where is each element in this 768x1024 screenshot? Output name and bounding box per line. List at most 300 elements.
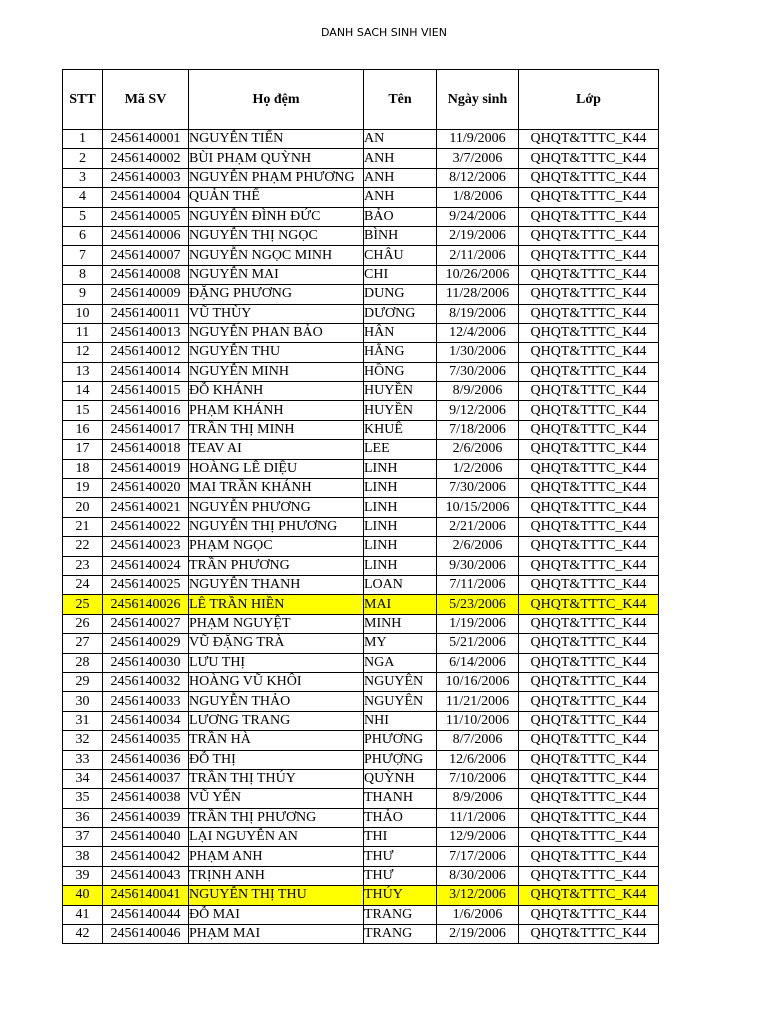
cell-ten: BÌNH [364,226,437,245]
cell-stt: 36 [63,808,103,827]
cell-stt: 34 [63,769,103,788]
header-row [63,70,659,130]
cell-ten: DƯƠNG [364,304,437,323]
cell-ten: THƯ [364,847,437,866]
cell-ho-dem: VŨ ĐẶNG TRÀ [189,634,364,653]
cell-ho-dem: TRẦN THỊ THÚY [189,769,364,788]
cell-ma-sv: 2456140034 [103,711,189,730]
table-row [63,362,659,381]
cell-stt: 7 [63,246,103,265]
cell-ma-sv: 2456140033 [103,692,189,711]
cell-lop: QHQT&TTTC_K44 [519,556,659,575]
cell-lop: QHQT&TTTC_K44 [519,149,659,168]
cell-ma-sv: 2456140015 [103,382,189,401]
cell-lop: QHQT&TTTC_K44 [519,265,659,284]
cell-ngay-sinh: 1/2/2006 [437,459,519,478]
cell-ngay-sinh: 10/16/2006 [437,672,519,691]
table-row [63,285,659,304]
table-row [63,653,659,672]
cell-stt: 22 [63,537,103,556]
table-row [63,847,659,866]
cell-ten: NGUYÊN [364,692,437,711]
cell-lop: QHQT&TTTC_K44 [519,808,659,827]
cell-ngay-sinh: 8/12/2006 [437,168,519,187]
cell-lop: QHQT&TTTC_K44 [519,789,659,808]
table-row [63,188,659,207]
table-row [63,420,659,439]
cell-ho-dem: LÊ TRẦN HIỀN [189,595,364,614]
cell-ma-sv: 2456140029 [103,634,189,653]
cell-ma-sv: 2456140025 [103,575,189,594]
cell-ngay-sinh: 1/8/2006 [437,188,519,207]
table-row [63,517,659,536]
table-row [63,614,659,633]
cell-ten: AN [364,130,437,149]
cell-ngay-sinh: 12/6/2006 [437,750,519,769]
cell-ho-dem: NGUYỄN PHƯƠNG [189,498,364,517]
table-row [63,789,659,808]
cell-ngay-sinh: 3/7/2006 [437,149,519,168]
cell-ngay-sinh: 9/12/2006 [437,401,519,420]
cell-lop: QHQT&TTTC_K44 [519,653,659,672]
cell-ten: ANH [364,188,437,207]
cell-stt: 8 [63,265,103,284]
cell-stt: 16 [63,420,103,439]
cell-ma-sv: 2456140003 [103,168,189,187]
cell-ma-sv: 2456140014 [103,362,189,381]
cell-stt: 12 [63,343,103,362]
cell-ma-sv: 2456140027 [103,614,189,633]
cell-ho-dem: TRẦN HÀ [189,731,364,750]
cell-lop: QHQT&TTTC_K44 [519,459,659,478]
table-row [63,905,659,924]
cell-ngay-sinh: 7/18/2006 [437,420,519,439]
table-row [63,575,659,594]
cell-ten: LEE [364,440,437,459]
cell-stt: 27 [63,634,103,653]
cell-ngay-sinh: 6/14/2006 [437,653,519,672]
cell-lop: QHQT&TTTC_K44 [519,362,659,381]
cell-ngay-sinh: 7/30/2006 [437,362,519,381]
cell-ten: NGUYÊN [364,672,437,691]
student-table [62,69,659,944]
cell-ngay-sinh: 2/19/2006 [437,226,519,245]
cell-ho-dem: PHẠM NGỌC [189,537,364,556]
cell-ho-dem: TRẦN THỊ PHƯƠNG [189,808,364,827]
cell-ho-dem: NGUYỄN THẢO [189,692,364,711]
cell-ngay-sinh: 8/30/2006 [437,866,519,885]
cell-lop: QHQT&TTTC_K44 [519,479,659,498]
cell-stt: 25 [63,595,103,614]
cell-ho-dem: LƯƠNG TRANG [189,711,364,730]
cell-ho-dem: NGUYỄN MAI [189,265,364,284]
cell-ma-sv: 2456140036 [103,750,189,769]
table-row [63,711,659,730]
cell-ma-sv: 2456140035 [103,731,189,750]
cell-ma-sv: 2456140037 [103,769,189,788]
cell-ten: LINH [364,498,437,517]
cell-ngay-sinh: 9/24/2006 [437,207,519,226]
cell-stt: 38 [63,847,103,866]
cell-ma-sv: 2456140040 [103,828,189,847]
cell-ma-sv: 2456140016 [103,401,189,420]
cell-ho-dem: NGUYỄN MINH [189,362,364,381]
cell-ma-sv: 2456140019 [103,459,189,478]
cell-ngay-sinh: 11/28/2006 [437,285,519,304]
cell-ten: THANH [364,789,437,808]
cell-ngay-sinh: 7/11/2006 [437,575,519,594]
cell-ten: MY [364,634,437,653]
cell-ngay-sinh: 12/9/2006 [437,828,519,847]
cell-ho-dem: TEAV AI [189,440,364,459]
cell-stt: 3 [63,168,103,187]
cell-stt: 9 [63,285,103,304]
cell-stt: 6 [63,226,103,245]
cell-ho-dem: TRẦN PHƯƠNG [189,556,364,575]
cell-lop: QHQT&TTTC_K44 [519,575,659,594]
cell-ngay-sinh: 5/21/2006 [437,634,519,653]
table-row [63,886,659,905]
cell-ho-dem: MAI TRẦN KHÁNH [189,479,364,498]
page-title: DANH SACH SINH VIEN [321,26,447,39]
cell-ho-dem: NGUYỄN PHẠM PHƯƠNG [189,168,364,187]
cell-ten: THƯ [364,866,437,885]
cell-ma-sv: 2456140018 [103,440,189,459]
cell-stt: 23 [63,556,103,575]
cell-ten: CHI [364,265,437,284]
cell-lop: QHQT&TTTC_K44 [519,207,659,226]
cell-ho-dem: ĐỖ THỊ [189,750,364,769]
cell-ma-sv: 2456140023 [103,537,189,556]
cell-ma-sv: 2456140004 [103,188,189,207]
cell-ho-dem: PHẠM MAI [189,925,364,944]
cell-ngay-sinh: 2/11/2006 [437,246,519,265]
cell-ngay-sinh: 2/6/2006 [437,440,519,459]
cell-ngay-sinh: 12/4/2006 [437,323,519,342]
table-row [63,595,659,614]
cell-ma-sv: 2456140009 [103,285,189,304]
cell-ngay-sinh: 8/9/2006 [437,789,519,808]
cell-stt: 33 [63,750,103,769]
cell-lop: QHQT&TTTC_K44 [519,498,659,517]
cell-ho-dem: BÙI PHẠM QUỲNH [189,149,364,168]
cell-lop: QHQT&TTTC_K44 [519,246,659,265]
cell-ma-sv: 2456140024 [103,556,189,575]
cell-ho-dem: NGUYỄN PHAN BẢO [189,323,364,342]
cell-stt: 24 [63,575,103,594]
cell-ngay-sinh: 10/15/2006 [437,498,519,517]
cell-lop: QHQT&TTTC_K44 [519,226,659,245]
cell-ngay-sinh: 7/10/2006 [437,769,519,788]
cell-stt: 37 [63,828,103,847]
cell-ho-dem: VŨ THÙY [189,304,364,323]
cell-lop: QHQT&TTTC_K44 [519,168,659,187]
table-row [63,634,659,653]
cell-ten: CHÂU [364,246,437,265]
table-row [63,382,659,401]
cell-lop: QHQT&TTTC_K44 [519,731,659,750]
cell-ho-dem: NGUYỄN NGỌC MINH [189,246,364,265]
cell-lop: QHQT&TTTC_K44 [519,285,659,304]
cell-ma-sv: 2456140005 [103,207,189,226]
cell-ngay-sinh: 9/30/2006 [437,556,519,575]
cell-ten: MAI [364,595,437,614]
cell-ho-dem: HOÀNG VŨ KHÔI [189,672,364,691]
cell-lop: QHQT&TTTC_K44 [519,517,659,536]
table-row [63,808,659,827]
header-lop: Lớp [519,70,659,130]
cell-ma-sv: 2456140042 [103,847,189,866]
cell-stt: 2 [63,149,103,168]
table-row [63,440,659,459]
cell-ngay-sinh: 2/21/2006 [437,517,519,536]
cell-ten: LINH [364,517,437,536]
cell-stt: 31 [63,711,103,730]
cell-ma-sv: 2456140041 [103,886,189,905]
cell-stt: 5 [63,207,103,226]
cell-ma-sv: 2456140020 [103,479,189,498]
table-row [63,769,659,788]
cell-ma-sv: 2456140030 [103,653,189,672]
cell-stt: 28 [63,653,103,672]
table-row [63,304,659,323]
table-row [63,265,659,284]
cell-ngay-sinh: 11/10/2006 [437,711,519,730]
table-row [63,207,659,226]
cell-ma-sv: 2456140013 [103,323,189,342]
table-row [63,130,659,149]
cell-ten: THI [364,828,437,847]
cell-stt: 18 [63,459,103,478]
cell-ngay-sinh: 3/12/2006 [437,886,519,905]
cell-ngay-sinh: 7/17/2006 [437,847,519,866]
cell-ngay-sinh: 8/19/2006 [437,304,519,323]
cell-ho-dem: VŨ YẾN [189,789,364,808]
table-row [63,537,659,556]
header-stt: STT [63,70,103,130]
cell-stt: 21 [63,517,103,536]
cell-lop: QHQT&TTTC_K44 [519,672,659,691]
cell-ten: ANH [364,149,437,168]
cell-ten: NGA [364,653,437,672]
cell-ngay-sinh: 1/19/2006 [437,614,519,633]
cell-ngay-sinh: 1/30/2006 [437,343,519,362]
cell-ngay-sinh: 8/9/2006 [437,382,519,401]
table-row [63,866,659,885]
cell-ma-sv: 2456140002 [103,149,189,168]
cell-ten: TRANG [364,925,437,944]
cell-ten: KHUÊ [364,420,437,439]
cell-ho-dem: NGUYỄN THỊ THU [189,886,364,905]
cell-ten: NHI [364,711,437,730]
cell-lop: QHQT&TTTC_K44 [519,440,659,459]
cell-ngay-sinh: 8/7/2006 [437,731,519,750]
cell-stt: 40 [63,886,103,905]
cell-ma-sv: 2456140032 [103,672,189,691]
cell-stt: 19 [63,479,103,498]
cell-ma-sv: 2456140007 [103,246,189,265]
cell-lop: QHQT&TTTC_K44 [519,886,659,905]
cell-lop: QHQT&TTTC_K44 [519,382,659,401]
cell-ten: LINH [364,556,437,575]
cell-stt: 17 [63,440,103,459]
cell-stt: 1 [63,130,103,149]
cell-ma-sv: 2456140026 [103,595,189,614]
cell-ten: HỒNG [364,362,437,381]
cell-ten: HẰNG [364,343,437,362]
cell-ma-sv: 2456140043 [103,866,189,885]
table-row [63,479,659,498]
cell-lop: QHQT&TTTC_K44 [519,595,659,614]
cell-ten: MINH [364,614,437,633]
cell-lop: QHQT&TTTC_K44 [519,537,659,556]
cell-ngay-sinh: 11/1/2006 [437,808,519,827]
header-ho-dem: Họ đệm [189,70,364,130]
cell-ho-dem: PHẠM NGUYỆT [189,614,364,633]
table-row [63,149,659,168]
cell-ten: ANH [364,168,437,187]
cell-stt: 4 [63,188,103,207]
cell-ho-dem: NGUYỄN ĐÌNH ĐỨC [189,207,364,226]
cell-lop: QHQT&TTTC_K44 [519,304,659,323]
cell-ho-dem: ĐỖ KHÁNH [189,382,364,401]
cell-ma-sv: 2456140039 [103,808,189,827]
cell-ten: LINH [364,479,437,498]
header-ngay-sinh: Ngày sinh [437,70,519,130]
cell-stt: 13 [63,362,103,381]
cell-ten: LINH [364,459,437,478]
table-row [63,672,659,691]
cell-ma-sv: 2456140021 [103,498,189,517]
cell-ten: BẢO [364,207,437,226]
cell-lop: QHQT&TTTC_K44 [519,750,659,769]
cell-ho-dem: PHẠM KHÁNH [189,401,364,420]
cell-ho-dem: NGUYỄN THANH [189,575,364,594]
cell-ma-sv: 2456140022 [103,517,189,536]
cell-lop: QHQT&TTTC_K44 [519,711,659,730]
cell-lop: QHQT&TTTC_K44 [519,343,659,362]
cell-ten: QUỲNH [364,769,437,788]
cell-ngay-sinh: 10/26/2006 [437,265,519,284]
cell-ngay-sinh: 7/30/2006 [437,479,519,498]
cell-ngay-sinh: 11/21/2006 [437,692,519,711]
cell-ma-sv: 2456140011 [103,304,189,323]
cell-ten: HUYỀN [364,401,437,420]
cell-ma-sv: 2456140006 [103,226,189,245]
cell-lop: QHQT&TTTC_K44 [519,866,659,885]
cell-stt: 41 [63,905,103,924]
cell-ten: TRANG [364,905,437,924]
cell-ho-dem: TRỊNH ANH [189,866,364,885]
cell-lop: QHQT&TTTC_K44 [519,905,659,924]
cell-ngay-sinh: 2/6/2006 [437,537,519,556]
cell-lop: QHQT&TTTC_K44 [519,847,659,866]
table-row [63,731,659,750]
cell-lop: QHQT&TTTC_K44 [519,323,659,342]
cell-lop: QHQT&TTTC_K44 [519,614,659,633]
header-ten: Tên [364,70,437,130]
cell-ma-sv: 2456140001 [103,130,189,149]
cell-lop: QHQT&TTTC_K44 [519,828,659,847]
cell-ho-dem: NGUYỄN THU [189,343,364,362]
cell-ngay-sinh: 1/6/2006 [437,905,519,924]
cell-lop: QHQT&TTTC_K44 [519,420,659,439]
table-row [63,498,659,517]
cell-ten: THẢO [364,808,437,827]
cell-ho-dem: PHẠM ANH [189,847,364,866]
table-row [63,401,659,420]
cell-ma-sv: 2456140046 [103,925,189,944]
cell-ma-sv: 2456140038 [103,789,189,808]
table-row [63,750,659,769]
cell-lop: QHQT&TTTC_K44 [519,130,659,149]
cell-lop: QHQT&TTTC_K44 [519,692,659,711]
cell-ho-dem: NGUYỄN TIẾN [189,130,364,149]
cell-ten: THÚY [364,886,437,905]
cell-stt: 39 [63,866,103,885]
cell-ngay-sinh: 2/19/2006 [437,925,519,944]
cell-stt: 30 [63,692,103,711]
cell-stt: 26 [63,614,103,633]
cell-stt: 10 [63,304,103,323]
cell-stt: 20 [63,498,103,517]
cell-ho-dem: QUẢN THẾ [189,188,364,207]
table-row [63,343,659,362]
table-row [63,828,659,847]
cell-ho-dem: ĐỖ MAI [189,905,364,924]
cell-stt: 15 [63,401,103,420]
header-ma-sv: Mã SV [103,70,189,130]
cell-lop: QHQT&TTTC_K44 [519,634,659,653]
cell-stt: 42 [63,925,103,944]
table-row [63,323,659,342]
cell-stt: 32 [63,731,103,750]
cell-ten: LINH [364,537,437,556]
table-row [63,692,659,711]
cell-stt: 29 [63,672,103,691]
cell-lop: QHQT&TTTC_K44 [519,925,659,944]
cell-ten: DUNG [364,285,437,304]
cell-ten: HÂN [364,323,437,342]
cell-ma-sv: 2456140044 [103,905,189,924]
cell-ngay-sinh: 11/9/2006 [437,130,519,149]
cell-ten: LOAN [364,575,437,594]
table-row [63,459,659,478]
table-row [63,556,659,575]
cell-ho-dem: HOÀNG LÊ DIỆU [189,459,364,478]
cell-stt: 14 [63,382,103,401]
table-row [63,226,659,245]
cell-ho-dem: NGUYỄN THỊ PHƯƠNG [189,517,364,536]
cell-ho-dem: LẠI NGUYỄN AN [189,828,364,847]
cell-ten: HUYỀN [364,382,437,401]
table-row [63,168,659,187]
cell-ho-dem: NGUYỄN THỊ NGỌC [189,226,364,245]
cell-stt: 35 [63,789,103,808]
cell-lop: QHQT&TTTC_K44 [519,188,659,207]
cell-ten: PHƯƠNG [364,731,437,750]
cell-lop: QHQT&TTTC_K44 [519,769,659,788]
cell-ngay-sinh: 5/23/2006 [437,595,519,614]
cell-stt: 11 [63,323,103,342]
cell-ma-sv: 2456140012 [103,343,189,362]
table-row [63,246,659,265]
cell-ten: PHƯỢNG [364,750,437,769]
cell-ho-dem: TRẦN THỊ MINH [189,420,364,439]
cell-ho-dem: ĐẶNG PHƯƠNG [189,285,364,304]
cell-ma-sv: 2456140017 [103,420,189,439]
table-row [63,925,659,944]
